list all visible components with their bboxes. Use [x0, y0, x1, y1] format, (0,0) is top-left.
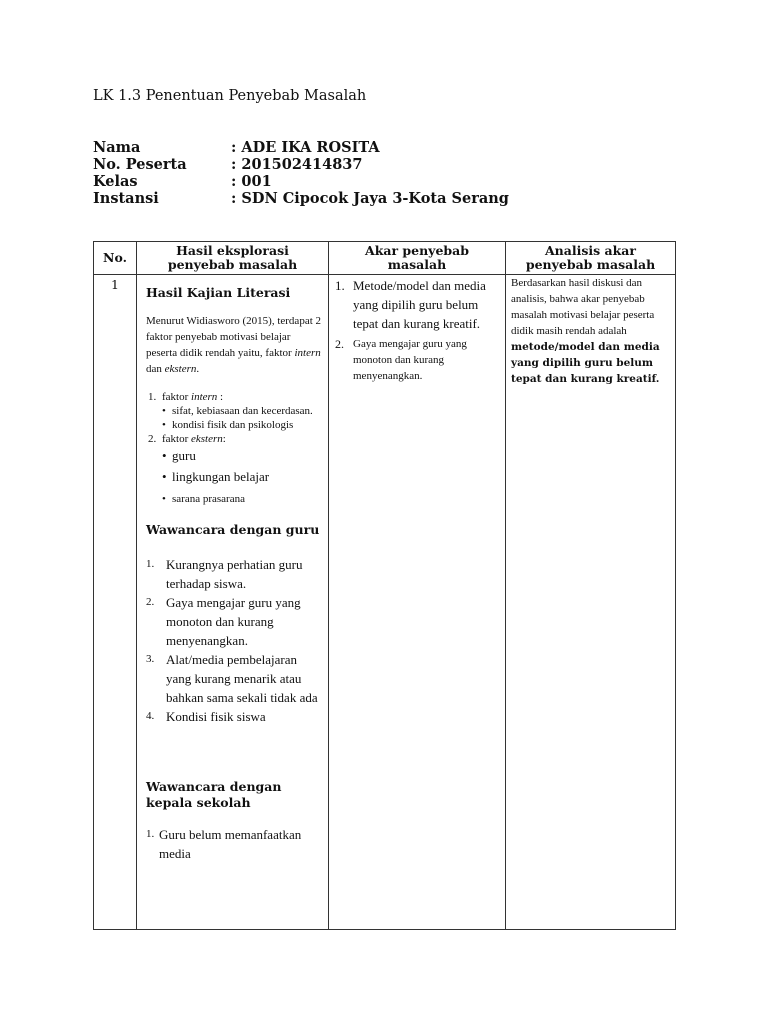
- list-text: [162, 390, 223, 404]
- list-item: [162, 466, 322, 488]
- section-heading-kepsek: [146, 779, 322, 811]
- list-text: sifat, kebiasaan dan kecerdasan.: [172, 405, 313, 417]
- intern-bullets: [148, 404, 322, 432]
- header-text: Hasil eksplorasi: [176, 243, 289, 258]
- header-hasil: [137, 242, 329, 275]
- guru-list: [146, 555, 322, 726]
- list-text: Metode/model dan media yang dipilih guru belum tepat dan kurang kreatif.: [353, 278, 486, 331]
- text-italic: ekstern: [191, 433, 223, 445]
- text: :: [217, 391, 224, 403]
- info-label: Kelas: [93, 173, 138, 190]
- text-italic: intern: [294, 347, 321, 359]
- header-text: penyebab masalah: [167, 257, 298, 272]
- identity-block: [93, 139, 509, 207]
- section-heading-literasi: Hasil Kajian Literasi: [146, 285, 291, 300]
- list-text: Guru belum memanfaatkan media: [159, 827, 302, 861]
- list-item: [335, 336, 499, 384]
- text: faktor: [162, 391, 192, 403]
- text-italic: ekstern: [164, 363, 197, 375]
- list-number: 1.: [146, 828, 155, 840]
- list-number: 1.: [146, 558, 155, 570]
- header-no: No.: [94, 242, 137, 275]
- info-row-peserta: [93, 156, 509, 173]
- list-number: 2.: [148, 433, 157, 445]
- list-item: [148, 432, 322, 446]
- text-bold: metode/model dan media yang dipilih guru belum tepat dan kurang kreatif.: [511, 341, 660, 385]
- list-text: guru: [172, 448, 196, 463]
- section-heading-guru: Wawancara dengan guru: [146, 522, 320, 537]
- list-number: 1.: [335, 278, 345, 293]
- bullet-icon: •: [162, 493, 166, 505]
- text: Menurut Widiasworo (2015), terdapat 2 faktor penyebab motivasi belajar peserta didik rendah yaitu, faktor: [146, 315, 322, 359]
- list-text: Kondisi fisik siswa: [166, 709, 266, 724]
- list-number: 1.: [148, 391, 157, 403]
- literasi-paragraph: [146, 313, 322, 377]
- list-item: [162, 446, 322, 466]
- list-item: [146, 555, 322, 593]
- analisis-paragraph: [511, 275, 671, 387]
- akar-cell: [329, 275, 506, 930]
- list-number: 2.: [335, 337, 344, 351]
- table-header-row: [94, 242, 676, 275]
- list-item: [162, 418, 322, 432]
- list-text: Alat/media pembelajaran yang kurang menarik atau bahkan sama sekali tidak ada: [166, 652, 318, 705]
- text: .: [196, 363, 200, 375]
- list-text: Gaya mengajar guru yang monoton dan kurang menyenangkan.: [166, 595, 301, 648]
- text: kepala sekolah: [146, 795, 251, 810]
- akar-list: [335, 276, 499, 384]
- text: Wawancara dengan: [146, 779, 282, 794]
- list-text: lingkungan belajar: [172, 469, 270, 484]
- header-text: masalah: [387, 257, 447, 272]
- list-text: sarana prasarana: [172, 493, 245, 505]
- kepsek-list: [146, 825, 322, 863]
- text: :: [222, 433, 226, 445]
- ekstern-bullets: [148, 446, 322, 510]
- list-text: [162, 432, 226, 446]
- list-item: [146, 593, 322, 650]
- bullet-icon: •: [162, 419, 166, 431]
- header-text: Analisis akar: [544, 243, 636, 258]
- hasil-cell: [137, 275, 329, 930]
- info-row-instansi: [93, 190, 509, 207]
- text: Berdasarkan hasil diskusi dan analisis, bahwa akar penyebab masalah motivasi belajar peserta didik masih rendah adalah: [511, 277, 655, 337]
- list-number: 3.: [146, 653, 155, 665]
- list-item: [146, 650, 322, 707]
- list-text: Kurangnya perhatian guru terhadap siswa.: [166, 557, 303, 591]
- header-akar: [329, 242, 506, 275]
- list-number: 4.: [146, 710, 155, 722]
- document-title: LK 1.3 Penentuan Penyebab Masalah: [93, 88, 367, 104]
- info-value: : 001: [231, 173, 272, 190]
- bullet-icon: •: [162, 405, 166, 417]
- info-value: : ADE IKA ROSITA: [231, 139, 380, 156]
- list-item: [162, 488, 322, 510]
- info-value: : 201502414837: [231, 156, 363, 173]
- info-label: No. Peserta: [93, 156, 187, 173]
- info-row-kelas: [93, 173, 509, 190]
- faktor-list: [146, 390, 322, 510]
- bullet-icon: •: [162, 469, 167, 484]
- text-italic: intern: [191, 391, 218, 403]
- analysis-table: [93, 241, 676, 930]
- list-item: [146, 825, 322, 863]
- header-analisis: [506, 242, 676, 275]
- table-row: [94, 275, 676, 930]
- info-label: Instansi: [93, 190, 159, 207]
- list-item: [146, 707, 322, 726]
- info-value: : SDN Cipocok Jaya 3-Kota Serang: [231, 190, 509, 207]
- header-text: Akar penyebab: [365, 243, 469, 258]
- text: faktor: [162, 433, 192, 445]
- info-row-nama: [93, 139, 509, 156]
- text: dan: [146, 363, 165, 375]
- bullet-icon: •: [162, 448, 167, 463]
- list-item: [148, 390, 322, 404]
- list-text: Gaya mengajar guru yang monoton dan kurang menyenangkan.: [353, 338, 467, 382]
- list-item: [335, 276, 499, 333]
- list-number: 2.: [146, 596, 155, 608]
- header-text: penyebab masalah: [525, 257, 656, 272]
- row-number: 1: [94, 275, 137, 930]
- info-label: Nama: [93, 139, 141, 156]
- list-item: [162, 404, 322, 418]
- analisis-cell: [506, 275, 676, 930]
- list-text: kondisi fisik dan psikologis: [172, 419, 294, 431]
